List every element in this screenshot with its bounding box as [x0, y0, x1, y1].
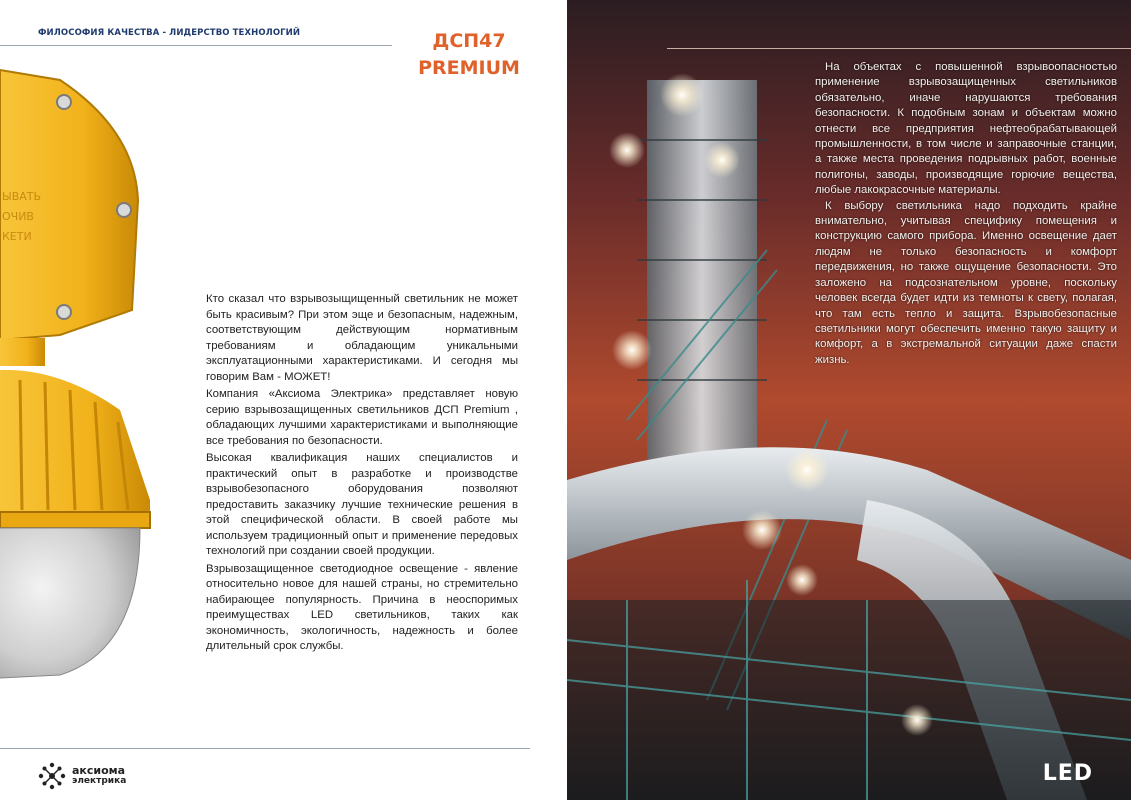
- safety-paragraph-2: К выбору светильника надо подходить крайне внимательно, учитывая специфику помещения и конструкцию самого прибора. Именно освещение дает людям не только безопасность и комфорт передвижения, но также ощущение безопасности. Это заложено на подсознательном уровне, поскольку человек всегда будет идти из темноты к свету, полагая, что там есть тепло и защита. Взрывобезопасные светильники могут обеспечить именно такую защиту и комфорт, а в экстремальной ситуации даже спасти жизнь.: [815, 199, 1117, 366]
- intro-paragraph-2: Компания «Аксиома Электрика» представляет новую серию взрывозащищенных светильников ДСП Premium , обладающих лучшими характеристиками и выполняющие все требования по безопасности.: [206, 388, 518, 447]
- intro-paragraph-1: Кто сказал что взрывозыщищенный светильник не может быть красивым? При этом эще и безопасным, надежным, соответствующим действующим нормативным требованиям и обладающим уникальными эксплуатационными характеристиками. И сегодня мы говорим Вам - МОЖЕТ!: [206, 293, 518, 383]
- right-page: [567, 0, 1131, 800]
- footer-divider: [0, 748, 530, 749]
- logo-mark-icon: [38, 762, 66, 790]
- led-badge: LED: [1042, 761, 1093, 786]
- luminaire-illustration: [0, 50, 180, 690]
- svg-text:ЫВАТЬ: ЫВАТЬ: [2, 190, 42, 203]
- safety-text: [815, 60, 1117, 368]
- svg-text:КЕТИ: КЕТИ: [2, 230, 32, 243]
- product-title-line2: PREMIUM: [418, 57, 520, 79]
- intro-text: [206, 292, 518, 655]
- intro-paragraph-3: Высокая квалификация наших специалистов и практический опыт в разработке и производстве взрывобезопасного оборудования позволяют предоставить заказчику лучшие технические решения в этой специфической области. В своей работе мы используем традиционный опыт и применение передовых технологий при создании своей продукции.: [206, 452, 518, 557]
- product-title-line1: ДСП47: [432, 30, 506, 52]
- logo-text-line1: аксиома: [72, 764, 126, 777]
- logo-text-line2: электрика: [72, 776, 127, 786]
- right-header-divider: [667, 48, 1131, 49]
- intro-paragraph-4: Взрывозащищенное светодиодное освещение - явление относительно новое для нашей страны, но стремительно набирающее популярность. Причина в неоспоримых преимуществах LED светильников, таких как экономичность, экологичность, надежность и более длительный срок службы.: [206, 562, 518, 652]
- svg-text:ОЧИВ: ОЧИВ: [2, 210, 34, 223]
- header-divider: [0, 45, 392, 46]
- safety-paragraph-1: На объектах с повышенной взрывоопасностью применение взрывозащищенных светильников обязательно, иначе нарушаются требования безопасности. К подобным зонам и объектам можно отнести все предприятия нефтеобрабатывающей промышленности, в том числе и заправочные станции, а также места проведения подрывных работ, военные полигоны, заводы, производящие горючие вещества, любые лакокрасочные материалы.: [815, 61, 1117, 197]
- tagline: ФИЛОСОФИЯ КАЧЕСТВА - ЛИДЕРСТВО ТЕХНОЛОГИЙ: [38, 28, 301, 38]
- company-logo: [38, 762, 126, 790]
- product-title: [414, 28, 524, 82]
